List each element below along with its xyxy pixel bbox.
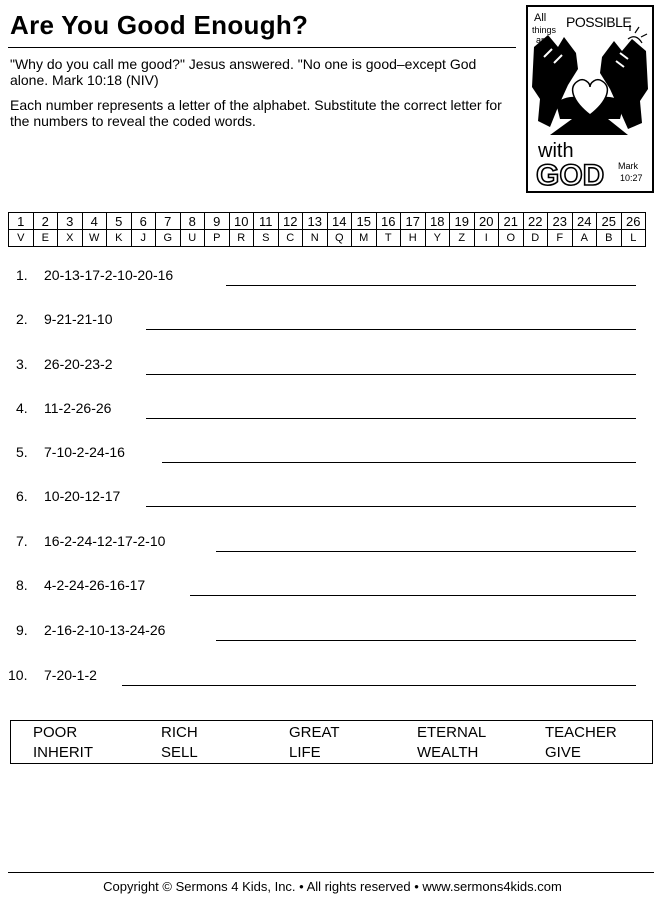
answer-line[interactable] (162, 462, 636, 463)
cipher-number-cell: 11 (254, 213, 279, 230)
answer-line[interactable] (146, 506, 636, 507)
cipher-number-cell: 18 (425, 213, 450, 230)
word-bank-item: INHERIT (33, 744, 93, 761)
cipher-number-cell: 10 (229, 213, 254, 230)
title-divider (8, 47, 516, 48)
cipher-letter-cell: B (597, 230, 622, 247)
cipher-number-cell: 2 (33, 213, 58, 230)
question-row (16, 533, 636, 555)
cipher-letter-cell: L (621, 230, 646, 247)
question-number: 2. (16, 311, 28, 327)
cipher-number-cell: 9 (205, 213, 230, 230)
cipher-number-cell: 3 (58, 213, 83, 230)
question-number: 9. (16, 622, 28, 638)
answer-line[interactable] (226, 285, 636, 286)
question-code: 26-20-23-2 (44, 356, 113, 372)
page-title: Are You Good Enough? (10, 10, 309, 40)
question-code: 7-20-1-2 (44, 667, 97, 683)
cipher-letter-cell: N (303, 230, 328, 247)
cipher-number-cell: 22 (523, 213, 548, 230)
question-row (16, 356, 636, 378)
question-code: 11-2-26-26 (44, 400, 112, 416)
cipher-letter-cell: S (254, 230, 279, 247)
word-bank-item: SELL (161, 744, 198, 761)
question-code: 10-20-12-17 (44, 488, 121, 504)
answer-line[interactable] (146, 374, 636, 375)
logo-text-god: GOD (536, 159, 605, 191)
cipher-number-cell: 13 (303, 213, 328, 230)
cipher-number-cell: 24 (572, 213, 597, 230)
cipher-letter-cell: X (58, 230, 83, 247)
question-row (8, 667, 636, 689)
word-bank-item: LIFE (289, 744, 321, 761)
cipher-letter-cell: T (376, 230, 401, 247)
footer-divider (8, 872, 654, 873)
question-code: 2-16-2-10-13-24-26 (44, 622, 166, 638)
cipher-letter-cell: J (131, 230, 156, 247)
question-number: 5. (16, 444, 28, 460)
cipher-number-cell: 17 (401, 213, 426, 230)
logo-text-reference: 10:27 (620, 173, 643, 183)
cipher-letter-cell: M (352, 230, 377, 247)
cipher-number-cell: 26 (621, 213, 646, 230)
question-number: 4. (16, 400, 28, 416)
question-number: 8. (16, 577, 28, 593)
cipher-number-cell: 7 (156, 213, 181, 230)
cipher-number-cell: 25 (597, 213, 622, 230)
instructions: Each number represents a letter of the alphabet. Substitute the correct letter for the numbers to reveal the coded words. (10, 97, 502, 129)
cipher-letter-cell: I (474, 230, 499, 247)
question-code: 16-2-24-12-17-2-10 (44, 533, 166, 549)
answer-line[interactable] (216, 551, 636, 552)
question-row (16, 622, 636, 644)
bible-verse: "Why do you call me good?" Jesus answered. "No one is good–except God alone. Mark 10:18 (NIV) (10, 56, 477, 88)
answer-line[interactable] (146, 329, 636, 330)
word-bank-item: GREAT (289, 724, 340, 741)
cipher-number-cell: 14 (327, 213, 352, 230)
answer-line[interactable] (190, 595, 636, 596)
cipher-letter-cell: K (107, 230, 132, 247)
cipher-letter-cell: Q (327, 230, 352, 247)
cipher-number-cell: 16 (376, 213, 401, 230)
cipher-letter-cell: F (548, 230, 573, 247)
cipher-letter-cell: P (205, 230, 230, 247)
cipher-number-cell: 6 (131, 213, 156, 230)
word-bank-item: ETERNAL (417, 724, 487, 741)
cipher-letter-cell: V (9, 230, 34, 247)
question-row (16, 577, 636, 599)
word-bank-item: GIVE (545, 744, 581, 761)
word-bank-item: WEALTH (417, 744, 479, 761)
logo-text-things: things (532, 25, 557, 35)
question-code: 20-13-17-2-10-20-16 (44, 267, 174, 283)
cipher-letter-cell: G (156, 230, 181, 247)
word-bank-item: TEACHER (545, 724, 617, 741)
cipher-letter-cell: A (572, 230, 597, 247)
cipher-number-cell: 23 (548, 213, 573, 230)
cipher-numbers-row (9, 213, 646, 230)
logo-text-with: with (538, 140, 574, 162)
cipher-number-cell: 15 (352, 213, 377, 230)
cipher-number-cell: 5 (107, 213, 132, 230)
cipher-letter-cell: O (499, 230, 524, 247)
cipher-letter-cell: D (523, 230, 548, 247)
logo-text-mark: Mark (618, 161, 638, 171)
question-code: 7-10-2-24-16 (44, 444, 125, 460)
question-row (16, 267, 636, 289)
question-row (16, 488, 636, 510)
cipher-letter-cell: C (278, 230, 303, 247)
cipher-number-cell: 1 (9, 213, 34, 230)
cipher-letter-cell: U (180, 230, 205, 247)
cipher-number-cell: 20 (474, 213, 499, 230)
logo-text-are: are (536, 35, 550, 45)
question-number: 1. (16, 267, 28, 283)
question-code: 4-2-24-26-16-17 (44, 577, 146, 593)
question-number: 3. (16, 356, 28, 372)
question-number: 7. (16, 533, 28, 549)
question-row (16, 311, 636, 333)
cipher-letter-cell: R (229, 230, 254, 247)
footer-copyright: Copyright © Sermons 4 Kids, Inc. • All rights reserved • www.sermons4kids.com (103, 879, 562, 894)
answer-line[interactable] (146, 418, 636, 419)
word-bank-item: POOR (33, 724, 78, 741)
question-code: 9-21-21-10 (44, 311, 113, 327)
cipher-number-cell: 21 (499, 213, 524, 230)
question-number: 6. (16, 488, 28, 504)
cipher-number-cell: 12 (278, 213, 303, 230)
cipher-number-cell: 19 (450, 213, 475, 230)
all-things-possible-logo (526, 5, 654, 193)
answer-line[interactable] (122, 685, 636, 686)
answer-line[interactable] (216, 640, 636, 641)
cipher-letter-cell: E (33, 230, 58, 247)
cipher-letter-cell: W (82, 230, 107, 247)
cipher-number-cell: 4 (82, 213, 107, 230)
logo-text-possible: POSSIBLE (566, 14, 632, 30)
word-bank (10, 720, 653, 764)
cipher-letter-cell: H (401, 230, 426, 247)
logo-text-all: All (534, 12, 547, 24)
question-number: 10. (8, 667, 28, 683)
word-bank-item: RICH (161, 724, 198, 741)
cipher-key-table (8, 212, 646, 247)
cipher-letters-row (9, 230, 646, 247)
question-row (16, 444, 636, 466)
cipher-number-cell: 8 (180, 213, 205, 230)
question-row (16, 400, 636, 422)
cipher-letter-cell: Y (425, 230, 450, 247)
cipher-letter-cell: Z (450, 230, 475, 247)
